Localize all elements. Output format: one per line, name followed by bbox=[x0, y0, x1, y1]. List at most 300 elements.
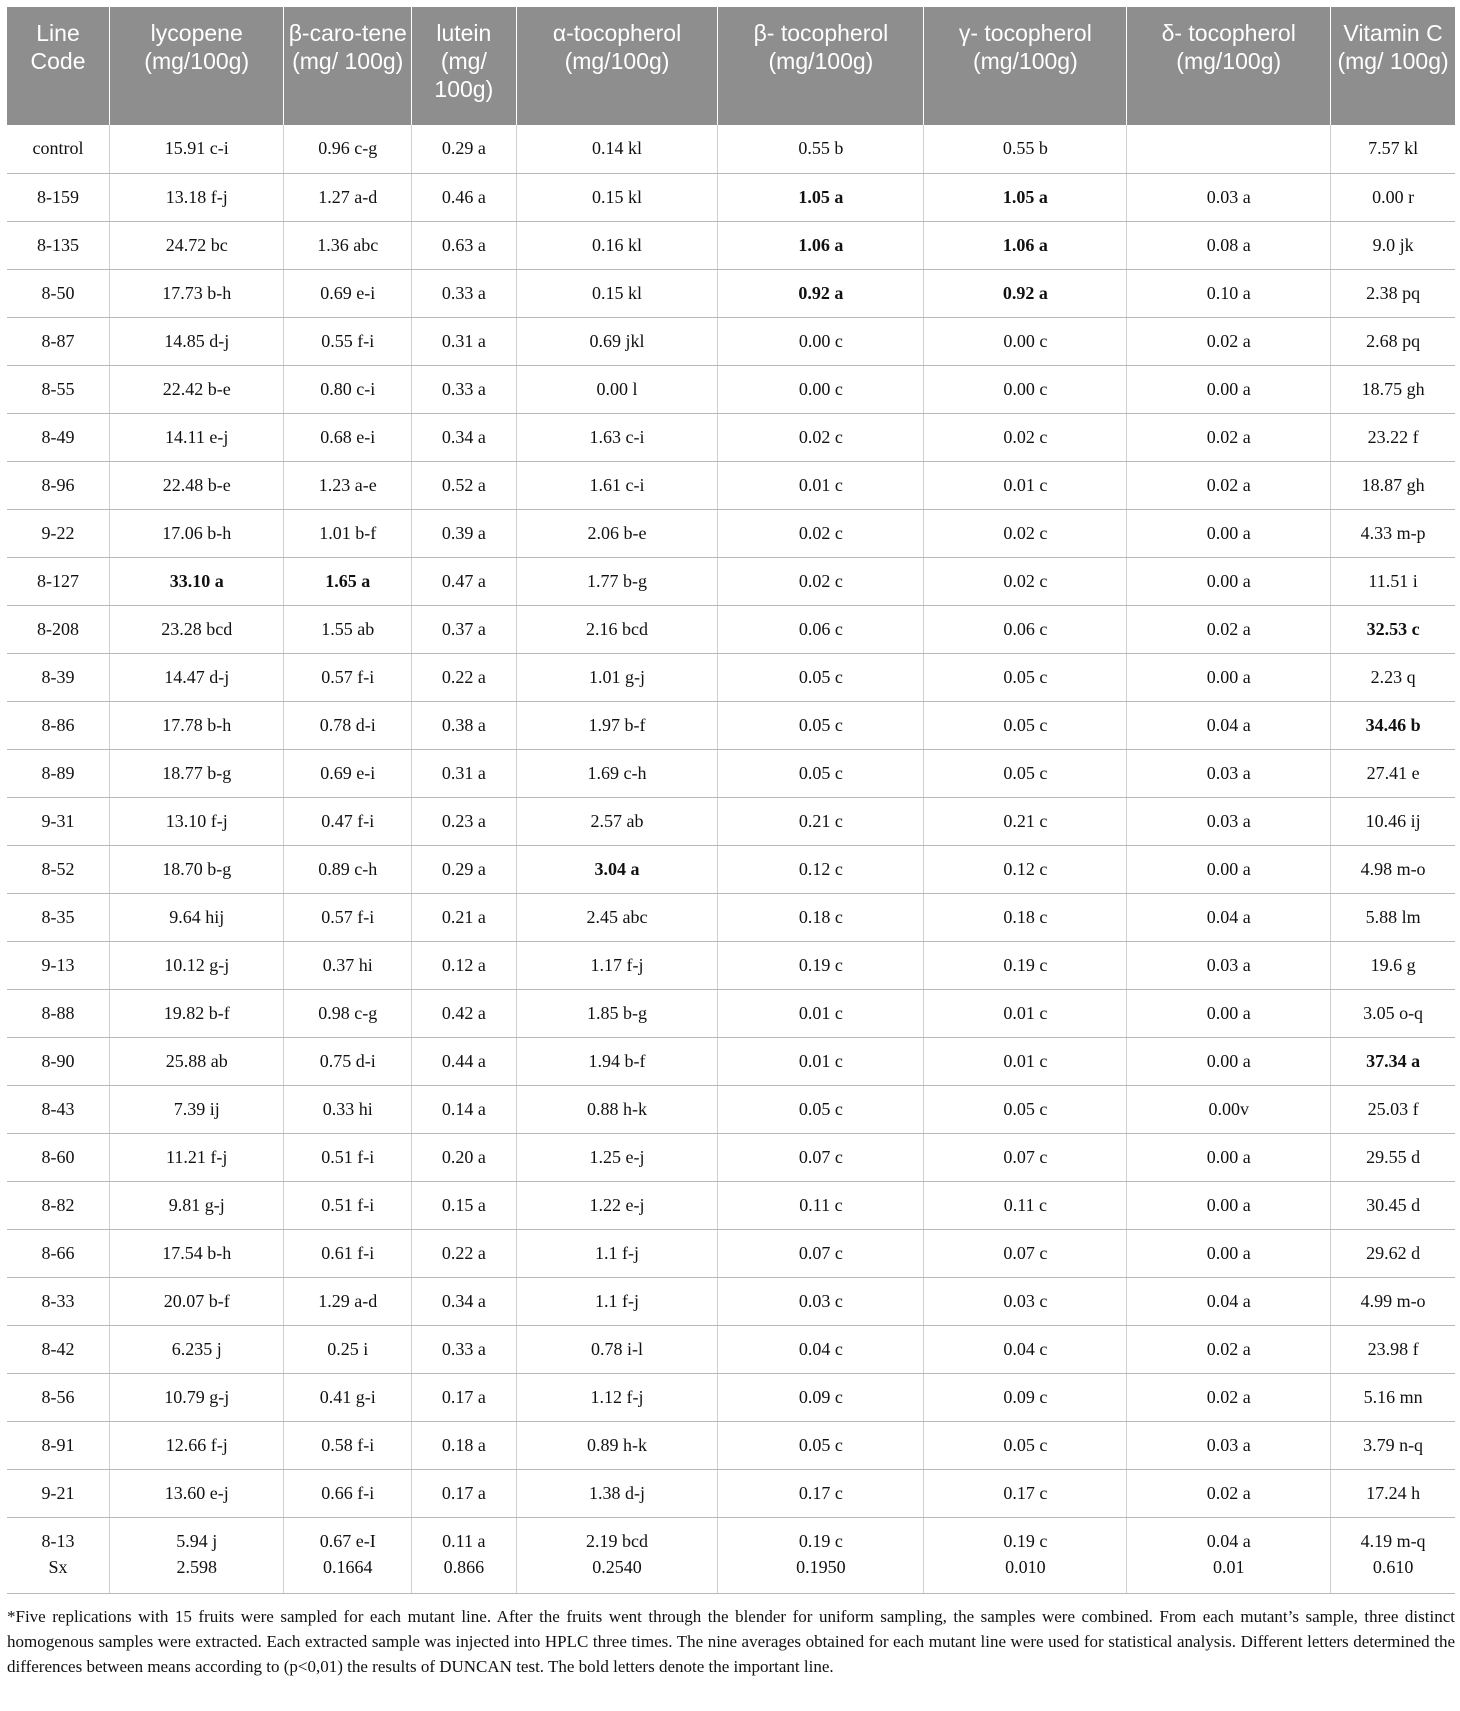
table-cell: 0.37 a bbox=[412, 605, 517, 653]
line-code-cell: 8-135 bbox=[7, 221, 109, 269]
table-cell: 9.64 hij bbox=[109, 893, 283, 941]
table-cell: 0.33 a bbox=[412, 1325, 517, 1373]
table-cell: 1.77 b-g bbox=[516, 557, 718, 605]
table-cell: 0.07 c bbox=[718, 1133, 924, 1181]
table-row bbox=[7, 701, 1455, 749]
table-cell: 0.69 e-i bbox=[284, 749, 412, 797]
table-cell: 24.72 bc bbox=[109, 221, 283, 269]
line-code-cell: 8-86 bbox=[7, 701, 109, 749]
table-cell: 2.23 q bbox=[1331, 653, 1455, 701]
table-cell: 0.01 c bbox=[718, 1037, 924, 1085]
table-cell: 2.06 b-e bbox=[516, 509, 718, 557]
table-cell: 14.85 d-j bbox=[109, 317, 283, 365]
table-cell: 0.03 a bbox=[1127, 749, 1331, 797]
table-cell: 0.68 e-i bbox=[284, 413, 412, 461]
table-cell: 10.12 g-j bbox=[109, 941, 283, 989]
table-cell: 10.46 ij bbox=[1331, 797, 1455, 845]
table-cell: 9.0 jk bbox=[1331, 221, 1455, 269]
table-cell: 0.03 a bbox=[1127, 797, 1331, 845]
table-cell: 1.1 f-j bbox=[516, 1277, 718, 1325]
table-cell: 0.14 a bbox=[412, 1085, 517, 1133]
table-cell: 1.61 c-i bbox=[516, 461, 718, 509]
table-cell: 3.05 o-q bbox=[1331, 989, 1455, 1037]
line-code-cell: control bbox=[7, 125, 109, 173]
table-cell: 0.15 a bbox=[412, 1181, 517, 1229]
line-code-cell: 8-52 bbox=[7, 845, 109, 893]
header-gamma-tocopherol: γ- tocopherol (mg/100g) bbox=[924, 7, 1127, 125]
table-row bbox=[7, 941, 1455, 989]
sx-value: 0.610 bbox=[1372, 1556, 1414, 1577]
line-code-cell: 8-66 bbox=[7, 1229, 109, 1277]
table-cell: 1.1 f-j bbox=[516, 1229, 718, 1277]
header-delta-tocopherol: δ- tocopherol (mg/100g) bbox=[1127, 7, 1331, 125]
line-code-cell: 9-31 bbox=[7, 797, 109, 845]
table-cell: 0.78 i-l bbox=[516, 1325, 718, 1373]
table-cell: 0.15 kl bbox=[516, 173, 718, 221]
line-code-cell: 8-56 bbox=[7, 1373, 109, 1421]
table-cell: 0.02 c bbox=[924, 509, 1127, 557]
line-code-cell: 8-33 bbox=[7, 1277, 109, 1325]
table-cell: 0.34 a bbox=[412, 1277, 517, 1325]
table-cell: 1.01 b-f bbox=[284, 509, 412, 557]
table-cell: 2.16 bcd bbox=[516, 605, 718, 653]
table-cell: 1.06 a bbox=[924, 221, 1127, 269]
table-cell: 0.07 c bbox=[924, 1133, 1127, 1181]
table-cell: 0.55 b bbox=[924, 125, 1127, 173]
table-cell: 19.6 g bbox=[1331, 941, 1455, 989]
table-cell: 0.01 c bbox=[924, 1037, 1127, 1085]
table-cell: 25.88 ab bbox=[109, 1037, 283, 1085]
table-cell: 0.01 c bbox=[718, 989, 924, 1037]
table-row bbox=[7, 1469, 1455, 1517]
table-cell: 0.47 f-i bbox=[284, 797, 412, 845]
table-row bbox=[7, 557, 1455, 605]
table-cell: 0.00 a bbox=[1127, 557, 1331, 605]
table-cell: 18.75 gh bbox=[1331, 365, 1455, 413]
table-cell: 3.04 a bbox=[516, 845, 718, 893]
sx-value: 0.1664 bbox=[322, 1556, 373, 1577]
cell-value: 0.11 a bbox=[442, 1530, 486, 1551]
table-row bbox=[7, 653, 1455, 701]
table-row bbox=[7, 221, 1455, 269]
table-cell: 1.85 b-g bbox=[516, 989, 718, 1037]
table-cell: 23.28 bcd bbox=[109, 605, 283, 653]
line-code-cell: 8-39 bbox=[7, 653, 109, 701]
table-cell: 0.88 h-k bbox=[516, 1085, 718, 1133]
table-row bbox=[7, 509, 1455, 557]
line-code-cell: 8-43 bbox=[7, 1085, 109, 1133]
table-cell bbox=[516, 1517, 718, 1593]
table-cell: 20.07 b-f bbox=[109, 1277, 283, 1325]
table-cell: 0.21 a bbox=[412, 893, 517, 941]
table-cell: 0.46 a bbox=[412, 173, 517, 221]
table-cell: 1.94 b-f bbox=[516, 1037, 718, 1085]
table-cell: 0.33 a bbox=[412, 269, 517, 317]
table-cell: 0.07 c bbox=[718, 1229, 924, 1277]
table-cell: 30.45 d bbox=[1331, 1181, 1455, 1229]
table-cell: 13.60 e-j bbox=[109, 1469, 283, 1517]
table-cell: 0.00 c bbox=[718, 365, 924, 413]
table-cell: 0.04 c bbox=[718, 1325, 924, 1373]
table-cell: 32.53 c bbox=[1331, 605, 1455, 653]
table-cell: 0.00 a bbox=[1127, 989, 1331, 1037]
table-cell bbox=[1127, 1517, 1331, 1593]
cell-value: 2.19 bcd bbox=[586, 1530, 649, 1551]
table-cell: 0.42 a bbox=[412, 989, 517, 1037]
table-cell: 0.05 c bbox=[718, 653, 924, 701]
table-cell: 13.18 f-j bbox=[109, 173, 283, 221]
table-row bbox=[7, 893, 1455, 941]
table-cell bbox=[718, 1517, 924, 1593]
cell-value: 8-13 bbox=[41, 1530, 75, 1551]
header-beta-tocopherol: β- tocopherol (mg/100g) bbox=[718, 7, 924, 125]
table-cell: 0.58 f-i bbox=[284, 1421, 412, 1469]
table-cell: 0.00 a bbox=[1127, 365, 1331, 413]
table-cell: 0.00 a bbox=[1127, 509, 1331, 557]
line-code-cell: 8-159 bbox=[7, 173, 109, 221]
table-cell: 0.00 a bbox=[1127, 653, 1331, 701]
table-cell: 0.69 jkl bbox=[516, 317, 718, 365]
table-cell: 0.44 a bbox=[412, 1037, 517, 1085]
table-cell: 0.18 c bbox=[718, 893, 924, 941]
table-cell: 0.55 f-i bbox=[284, 317, 412, 365]
table-cell: 0.19 c bbox=[924, 941, 1127, 989]
table-cell: 0.04 a bbox=[1127, 1277, 1331, 1325]
line-code-cell: 8-96 bbox=[7, 461, 109, 509]
table-cell: 0.05 c bbox=[924, 749, 1127, 797]
table-cell: 0.52 a bbox=[412, 461, 517, 509]
table-cell: 0.39 a bbox=[412, 509, 517, 557]
line-code-cell: 9-13 bbox=[7, 941, 109, 989]
table-cell: 0.17 a bbox=[412, 1469, 517, 1517]
table-cell: 0.00 c bbox=[924, 317, 1127, 365]
table-row bbox=[7, 989, 1455, 1037]
table-cell: 7.57 kl bbox=[1331, 125, 1455, 173]
sx-value: 0.2540 bbox=[592, 1556, 642, 1577]
header-line-code: Line Code bbox=[7, 7, 109, 125]
table-cell: 0.11 c bbox=[924, 1181, 1127, 1229]
table-cell: 0.02 a bbox=[1127, 605, 1331, 653]
table-cell: 0.34 a bbox=[412, 413, 517, 461]
line-code-cell: 8-49 bbox=[7, 413, 109, 461]
table-cell: 0.41 g-i bbox=[284, 1373, 412, 1421]
table-cell: 2.38 pq bbox=[1331, 269, 1455, 317]
table-cell: 0.51 f-i bbox=[284, 1133, 412, 1181]
table-cell: 2.57 ab bbox=[516, 797, 718, 845]
table-cell: 0.00 a bbox=[1127, 1181, 1331, 1229]
table-cell: 0.31 a bbox=[412, 317, 517, 365]
table-cell: 0.29 a bbox=[412, 845, 517, 893]
table-cell: 0.25 i bbox=[284, 1325, 412, 1373]
table-cell: 17.78 b-h bbox=[109, 701, 283, 749]
table-cell: 0.92 a bbox=[718, 269, 924, 317]
table-cell: 9.81 g-j bbox=[109, 1181, 283, 1229]
table-cell: 0.16 kl bbox=[516, 221, 718, 269]
table-cell: 18.87 gh bbox=[1331, 461, 1455, 509]
table-cell: 0.80 c-i bbox=[284, 365, 412, 413]
table-cell: 0.00 r bbox=[1331, 173, 1455, 221]
table-cell: 0.21 c bbox=[718, 797, 924, 845]
table-cell: 0.23 a bbox=[412, 797, 517, 845]
table-cell: 0.02 c bbox=[924, 413, 1127, 461]
table-footnote: *Five replications with 15 fruits were sampled for each mutant line. After the fruits went through the blender for uniform sampling, the samples were combined. From each mutant’s sample, three distinct homogenous samples were extracted. Each extracted sample was injected into HPLC three times. The nine averages obtained for each mutant line were used for statistical analysis. Different letters determined the differences between means according to (p<0,01) the results of DUNCAN test. The bold letters denote the important line. bbox=[7, 1606, 1455, 1676]
table-row bbox=[7, 749, 1455, 797]
table-cell: 1.05 a bbox=[718, 173, 924, 221]
table-cell: 0.09 c bbox=[718, 1373, 924, 1421]
line-code-cell: 8-89 bbox=[7, 749, 109, 797]
table-row bbox=[7, 845, 1455, 893]
table-cell: 22.42 b-e bbox=[109, 365, 283, 413]
line-code-cell: 8-50 bbox=[7, 269, 109, 317]
table-cell: 0.05 c bbox=[718, 701, 924, 749]
table-cell: 14.47 d-j bbox=[109, 653, 283, 701]
table-cell: 0.02 a bbox=[1127, 317, 1331, 365]
table-cell: 0.75 d-i bbox=[284, 1037, 412, 1085]
table-cell: 1.01 g-j bbox=[516, 653, 718, 701]
table-cell bbox=[412, 1517, 517, 1593]
table-row bbox=[7, 1085, 1455, 1133]
table-cell: 0.08 a bbox=[1127, 221, 1331, 269]
table-cell: 0.17 c bbox=[718, 1469, 924, 1517]
table-cell: 0.66 f-i bbox=[284, 1469, 412, 1517]
table-cell: 2.45 abc bbox=[516, 893, 718, 941]
table-cell: 0.98 c-g bbox=[284, 989, 412, 1037]
table-cell: 0.02 a bbox=[1127, 413, 1331, 461]
table-cell: 0.04 a bbox=[1127, 701, 1331, 749]
table-row bbox=[7, 605, 1455, 653]
table-cell bbox=[109, 1517, 283, 1593]
line-code-cell: 8-35 bbox=[7, 893, 109, 941]
line-code-cell: 8-87 bbox=[7, 317, 109, 365]
table-cell: 0.55 b bbox=[718, 125, 924, 173]
cell-value: 0.67 e-I bbox=[319, 1530, 376, 1551]
table-cell: 4.98 m-o bbox=[1331, 845, 1455, 893]
table-row bbox=[7, 173, 1455, 221]
table-cell: 17.73 b-h bbox=[109, 269, 283, 317]
table-cell bbox=[1127, 125, 1331, 173]
table-cell: 0.05 c bbox=[718, 1421, 924, 1469]
table-cell: 0.92 a bbox=[924, 269, 1127, 317]
cell-value: 0.19 c bbox=[798, 1530, 843, 1551]
line-code-cell: 8-55 bbox=[7, 365, 109, 413]
table-cell: 0.33 a bbox=[412, 365, 517, 413]
table-cell: 34.46 b bbox=[1331, 701, 1455, 749]
header-beta-carotene: β-caro-tene (mg/ 100g) bbox=[284, 7, 412, 125]
line-code-cell: 8-82 bbox=[7, 1181, 109, 1229]
table-cell: 15.91 c-i bbox=[109, 125, 283, 173]
table-container bbox=[7, 7, 1455, 1679]
table-cell: 12.66 f-j bbox=[109, 1421, 283, 1469]
table-cell: 5.16 mn bbox=[1331, 1373, 1455, 1421]
table-cell: 1.22 e-j bbox=[516, 1181, 718, 1229]
table-cell: 0.29 a bbox=[412, 125, 517, 173]
line-code-cell: 9-21 bbox=[7, 1469, 109, 1517]
table-row bbox=[7, 1133, 1455, 1181]
table-cell: 0.14 kl bbox=[516, 125, 718, 173]
table-cell: 0.02 c bbox=[924, 557, 1127, 605]
table-row bbox=[7, 269, 1455, 317]
header-alpha-tocopherol: α-tocopherol (mg/100g) bbox=[516, 7, 718, 125]
table-cell: 1.17 f-j bbox=[516, 941, 718, 989]
table-cell: 11.51 i bbox=[1331, 557, 1455, 605]
table-cell: 0.02 a bbox=[1127, 1373, 1331, 1421]
table-cell: 17.24 h bbox=[1331, 1469, 1455, 1517]
sx-value: 0.01 bbox=[1212, 1556, 1245, 1577]
table-cell: 0.20 a bbox=[412, 1133, 517, 1181]
table-cell: 2.68 pq bbox=[1331, 317, 1455, 365]
table-cell: 0.00 a bbox=[1127, 845, 1331, 893]
table-cell: 0.00 c bbox=[924, 365, 1127, 413]
sx-label: Sx bbox=[48, 1556, 68, 1577]
table-cell: 1.29 a-d bbox=[284, 1277, 412, 1325]
table-row bbox=[7, 1229, 1455, 1277]
cell-value: 0.04 a bbox=[1206, 1530, 1251, 1551]
table-cell: 0.05 c bbox=[924, 653, 1127, 701]
table-cell: 0.57 f-i bbox=[284, 653, 412, 701]
header-lutein: lutein (mg/ 100g) bbox=[412, 7, 517, 125]
table-cell bbox=[924, 1517, 1127, 1593]
line-code-cell: 8-90 bbox=[7, 1037, 109, 1085]
table-cell: 0.01 c bbox=[924, 461, 1127, 509]
table-cell: 0.15 kl bbox=[516, 269, 718, 317]
table-cell: 0.06 c bbox=[718, 605, 924, 653]
table-cell: 6.235 j bbox=[109, 1325, 283, 1373]
table-cell: 0.07 c bbox=[924, 1229, 1127, 1277]
table-row bbox=[7, 1325, 1455, 1373]
table-cell: 18.70 b-g bbox=[109, 845, 283, 893]
table-cell: 1.69 c-h bbox=[516, 749, 718, 797]
table-cell: 0.89 c-h bbox=[284, 845, 412, 893]
table-cell: 0.06 c bbox=[924, 605, 1127, 653]
table-cell: 1.06 a bbox=[718, 221, 924, 269]
table-cell: 4.33 m-p bbox=[1331, 509, 1455, 557]
sx-value: 0.010 bbox=[1005, 1556, 1046, 1577]
line-code-cell: 8-208 bbox=[7, 605, 109, 653]
table-cell: 0.05 c bbox=[924, 1421, 1127, 1469]
data-table bbox=[7, 7, 1455, 1594]
table-cell: 0.21 c bbox=[924, 797, 1127, 845]
table-cell: 0.00v bbox=[1127, 1085, 1331, 1133]
table-row bbox=[7, 413, 1455, 461]
table-cell: 0.12 c bbox=[924, 845, 1127, 893]
table-cell: 0.63 a bbox=[412, 221, 517, 269]
table-cell bbox=[1331, 1517, 1455, 1593]
table-cell: 0.00 a bbox=[1127, 1037, 1331, 1085]
table-cell: 5.88 lm bbox=[1331, 893, 1455, 941]
table-cell: 0.47 a bbox=[412, 557, 517, 605]
line-code-cell: 8-88 bbox=[7, 989, 109, 1037]
table-cell: 14.11 e-j bbox=[109, 413, 283, 461]
table-cell: 0.01 c bbox=[718, 461, 924, 509]
table-body bbox=[7, 125, 1455, 1593]
table-cell: 0.12 a bbox=[412, 941, 517, 989]
table-cell: 1.55 ab bbox=[284, 605, 412, 653]
table-cell: 1.23 a-e bbox=[284, 461, 412, 509]
table-cell: 7.39 ij bbox=[109, 1085, 283, 1133]
table-cell: 0.00 a bbox=[1127, 1229, 1331, 1277]
table-cell: 0.02 c bbox=[718, 509, 924, 557]
table-cell: 1.97 b-f bbox=[516, 701, 718, 749]
table-cell bbox=[284, 1517, 412, 1593]
table-cell: 0.09 c bbox=[924, 1373, 1127, 1421]
table-cell: 0.51 f-i bbox=[284, 1181, 412, 1229]
table-row bbox=[7, 1421, 1455, 1469]
table-cell: 0.05 c bbox=[718, 1085, 924, 1133]
table-cell: 0.19 c bbox=[718, 941, 924, 989]
table-row bbox=[7, 125, 1455, 173]
table-cell: 4.99 m-o bbox=[1331, 1277, 1455, 1325]
header-row bbox=[7, 7, 1455, 125]
table-cell: 11.21 f-j bbox=[109, 1133, 283, 1181]
table-cell: 0.33 hi bbox=[284, 1085, 412, 1133]
table-cell: 0.03 a bbox=[1127, 1421, 1331, 1469]
table-cell: 0.03 a bbox=[1127, 173, 1331, 221]
table-cell: 0.31 a bbox=[412, 749, 517, 797]
line-code-cell: 8-60 bbox=[7, 1133, 109, 1181]
table-row bbox=[7, 461, 1455, 509]
table-cell: 1.38 d-j bbox=[516, 1469, 718, 1517]
table-cell bbox=[7, 1517, 109, 1593]
table-cell: 1.63 c-i bbox=[516, 413, 718, 461]
table-cell: 17.06 b-h bbox=[109, 509, 283, 557]
sx-value: 2.598 bbox=[176, 1556, 217, 1577]
table-cell: 29.62 d bbox=[1331, 1229, 1455, 1277]
table-cell: 0.18 a bbox=[412, 1421, 517, 1469]
table-cell: 0.05 c bbox=[924, 701, 1127, 749]
table-cell: 0.18 c bbox=[924, 893, 1127, 941]
table-cell: 19.82 b-f bbox=[109, 989, 283, 1037]
table-cell: 10.79 g-j bbox=[109, 1373, 283, 1421]
table-cell: 1.65 a bbox=[284, 557, 412, 605]
table-row bbox=[7, 797, 1455, 845]
line-code-cell: 8-42 bbox=[7, 1325, 109, 1373]
table-cell: 37.34 a bbox=[1331, 1037, 1455, 1085]
cell-value: 0.19 c bbox=[1003, 1530, 1048, 1551]
table-cell: 18.77 b-g bbox=[109, 749, 283, 797]
table-cell: 0.69 e-i bbox=[284, 269, 412, 317]
table-cell: 3.79 n-q bbox=[1331, 1421, 1455, 1469]
table-cell: 0.11 c bbox=[718, 1181, 924, 1229]
table-row bbox=[7, 1277, 1455, 1325]
table-cell: 0.10 a bbox=[1127, 269, 1331, 317]
table-cell: 0.22 a bbox=[412, 1229, 517, 1277]
table-row bbox=[7, 317, 1455, 365]
table-cell: 17.54 b-h bbox=[109, 1229, 283, 1277]
table-cell: 22.48 b-e bbox=[109, 461, 283, 509]
table-cell: 0.17 a bbox=[412, 1373, 517, 1421]
table-cell: 1.36 abc bbox=[284, 221, 412, 269]
header-lycopene: lycopene (mg/100g) bbox=[109, 7, 283, 125]
table-cell: 23.22 f bbox=[1331, 413, 1455, 461]
table-cell: 0.22 a bbox=[412, 653, 517, 701]
table-cell: 0.38 a bbox=[412, 701, 517, 749]
table-cell: 0.61 f-i bbox=[284, 1229, 412, 1277]
line-code-cell: 8-91 bbox=[7, 1421, 109, 1469]
table-cell: 27.41 e bbox=[1331, 749, 1455, 797]
table-cell: 0.89 h-k bbox=[516, 1421, 718, 1469]
table-cell: 0.02 a bbox=[1127, 1325, 1331, 1373]
table-row bbox=[7, 1037, 1455, 1085]
table-cell: 13.10 f-j bbox=[109, 797, 283, 845]
table-cell: 1.25 e-j bbox=[516, 1133, 718, 1181]
table-row bbox=[7, 365, 1455, 413]
table-cell: 0.02 a bbox=[1127, 1469, 1331, 1517]
line-code-cell: 8-127 bbox=[7, 557, 109, 605]
table-cell: 0.00 a bbox=[1127, 1133, 1331, 1181]
line-code-cell: 9-22 bbox=[7, 509, 109, 557]
table-cell: 0.96 c-g bbox=[284, 125, 412, 173]
table-cell: 0.02 c bbox=[718, 413, 924, 461]
